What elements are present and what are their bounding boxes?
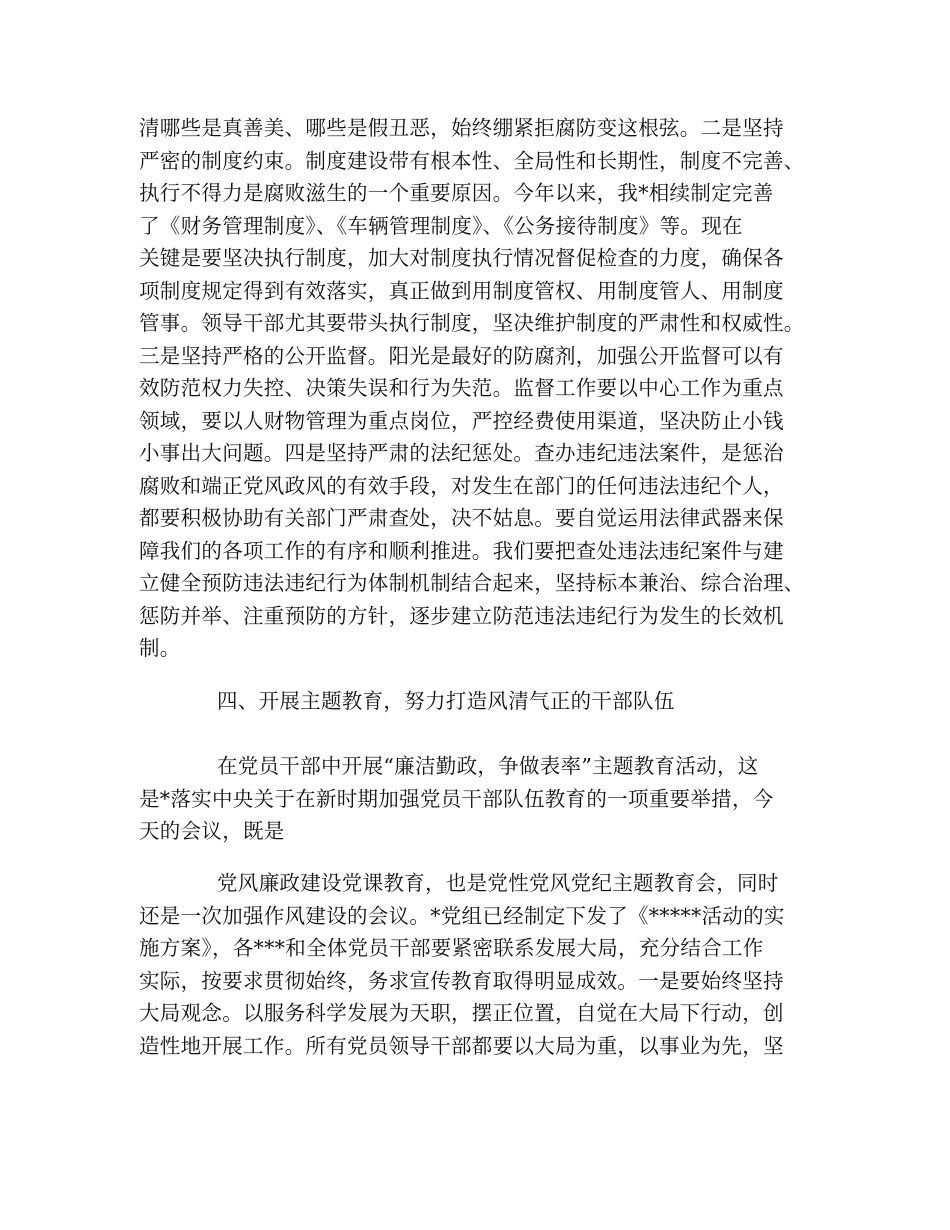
text-line: 严密的制度约束。制度建设带有根本性、全局性和长期性，制度不完善、 (139, 148, 805, 173)
text-line: 管事。领导干部尤其要带头执行制度，坚决维护制度的严肃性和权威性。 (139, 311, 805, 335)
text-line: 惩防并举、注重预防的方针，逐步建立防范违法违纪行为发生的长效机 (139, 603, 784, 628)
text-line: 立健全预防违法违纪行为体制机制结合起来，坚持标本兼治、综合治理、 (139, 571, 805, 595)
text-line: 了《财务管理制度》、《车辆管理制度》、《公务接待制度》等。现在 (139, 213, 743, 238)
section-heading-container (139, 685, 825, 718)
text-line: 党风廉政建设党课教育，也是党性党风党纪主题教育会，同时 (217, 871, 779, 895)
text-line: 三是坚持严格的公开监督。阳光是最好的防腐剂，加强公开监督可以有 (139, 343, 784, 368)
text-line: 执行不得力是腐败滋生的一个重要原因。今年以来，我*相续制定完善 (139, 181, 774, 205)
text-line: 领域，要以人财物管理为重点岗位，严控经费使用渠道，坚决防止小钱 (139, 408, 784, 433)
text-line: 障我们的各项工作的有序和顺利推进。我们要把查处违法违纪案件与建 (139, 538, 784, 563)
text-line: 造性地开展工作。所有党员领导干部都要以大局为重，以事业为先，坚 (139, 1033, 784, 1058)
text-line: 效防范权力失控、决策失误和行为失范。监督工作要以中心工作为重点 (139, 376, 784, 400)
text-line: 腐败和端正党风政风的有效手段，对发生在部门的任何违法违纪个人， (139, 473, 784, 498)
body-paragraph-theme-education (139, 750, 825, 848)
text-line: 小事出大问题。四是坚持严肃的法纪惩处。查办违纪违法案件，是惩治 (139, 441, 784, 465)
text-line: 项制度规定得到有效落实，真正做到用制度管权、用制度管人、用制度 (139, 278, 784, 303)
text-line: 还是一次加强作风建设的会议。*党组已经制定下发了《*****活动的实 (139, 903, 785, 928)
text-line: 实际，按要求贯彻始终，务求宣传教育取得明显成效。一是要始终坚持 (139, 968, 784, 993)
text-line: 都要积极协助有关部门严肃查处，决不姑息。要自觉运用法律武器来保 (139, 506, 784, 530)
body-paragraph-party-lesson (139, 867, 825, 1062)
text-line: 关键是要坚决执行制度，加大对制度执行情况督促检查的力度，确保各 (139, 246, 784, 270)
text-line: 清哪些是真善美、哪些是假丑恶，始终绷紧拒腐防变这根弦。二是坚持 (139, 116, 784, 140)
text-line: 施方案》，各***和全体党员干部要紧密联系发展大局，充分结合工作 (139, 936, 764, 960)
text-line: 在党员干部中开展“廉洁勤政，争做表率”主题教育活动，这 (217, 754, 759, 778)
text-line: 制。 (139, 636, 181, 660)
text-line: 大局观念。以服务科学发展为天职，摆正位置，自觉在大局下行动，创 (139, 1001, 784, 1025)
section-heading: 四、开展主题教育，努力打造风清气正的干部队伍 (217, 689, 675, 713)
body-paragraph-continued (139, 112, 825, 665)
text-line: 是*落实中央关于在新时期加强党员干部队伍教育的一项重要举措，今 (139, 786, 774, 811)
text-line: 天的会议，既是 (139, 819, 285, 843)
